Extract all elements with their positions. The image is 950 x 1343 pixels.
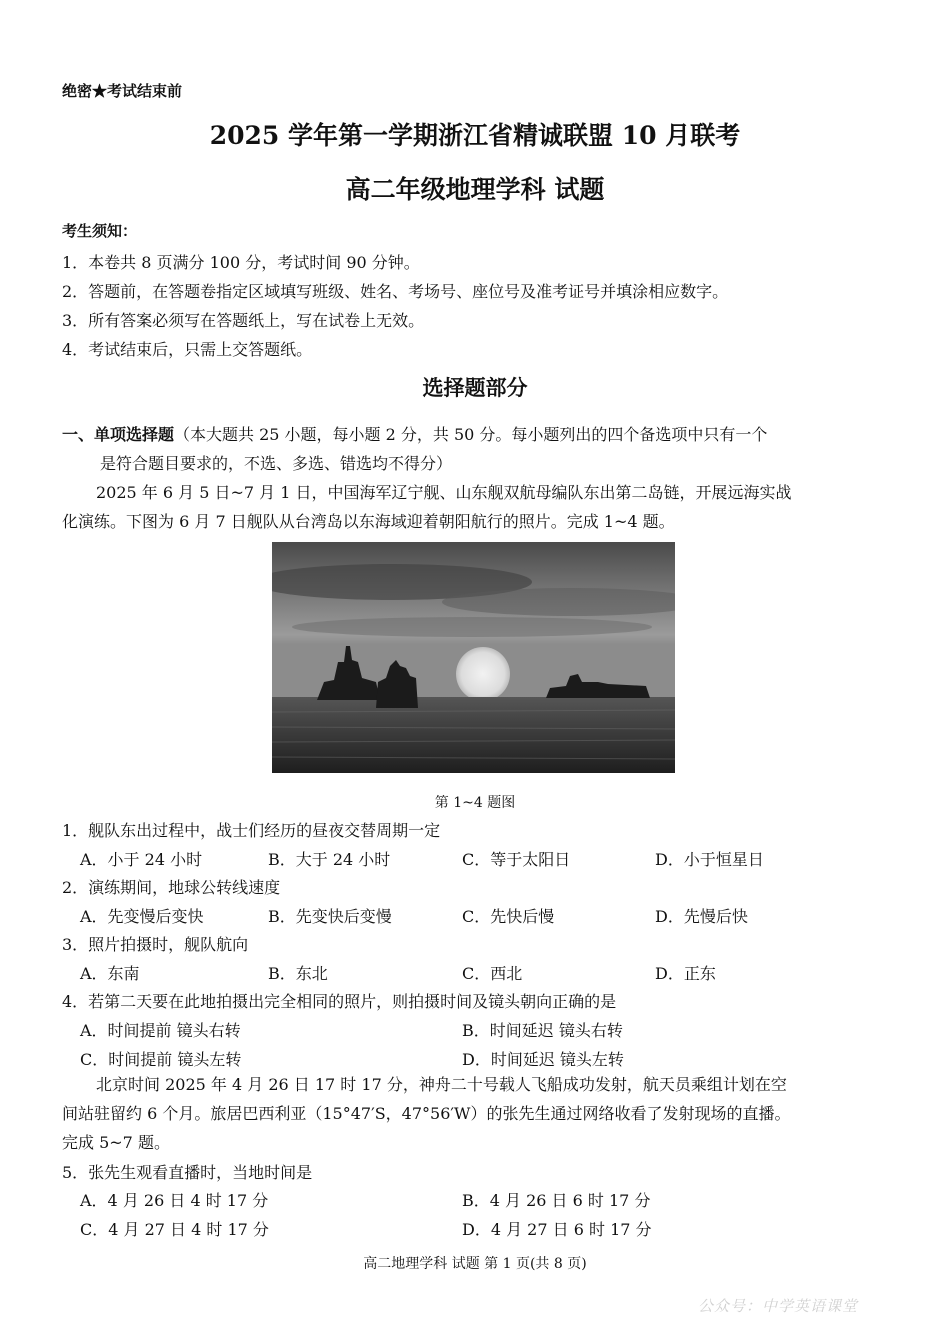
option-c: C．时间提前 镜头左转 <box>80 1050 242 1069</box>
question-stem: 4．若第二天要在此地拍摄出完全相同的照片，则拍摄时间及镜头朝向正确的是 <box>62 992 617 1011</box>
option-b: B．东北 <box>268 964 328 983</box>
option-d: D．4 月 27 日 6 时 17 分 <box>462 1220 652 1239</box>
exam-title: 2025 学年第一学期浙江省精诚联盟 10 月联考 <box>209 121 741 150</box>
option-d: D．小于恒星日 <box>655 850 764 869</box>
option-c: C．等于太阳日 <box>462 850 571 869</box>
section-title: 选择题部分 <box>422 375 528 400</box>
option-b: B．时间延迟 镜头右转 <box>462 1021 623 1040</box>
material1-text: 化演练。下图为 6 月 7 日舰队从台湾岛以东海域迎着朝阳航行的照片。完成 1~4 题。 <box>62 512 675 531</box>
part1-desc: （本大题共 25 小题，每小题 2 分，共 50 分。每小题列出的四个备选项中只有一个 <box>174 425 768 444</box>
part1-label: 一、单项选择题 <box>62 425 175 444</box>
notice-item: 2．答题前，在答题卷指定区域填写班级、姓名、考场号、座位号及准考证号并填涂相应数字。 <box>62 282 729 301</box>
option-b: B．先变快后变慢 <box>268 907 392 926</box>
warships-sunrise-photo <box>272 542 675 773</box>
question-stem: 5．张先生观看直播时，当地时间是 <box>62 1163 313 1182</box>
page-footer: 高二地理学科 试题 第 1 页(共 8 页) <box>363 1256 587 1272</box>
option-b: B．4 月 26 日 6 时 17 分 <box>462 1191 651 1210</box>
question-stem: 1．舰队东出过程中，战士们经历的昼夜交替周期一定 <box>62 821 441 840</box>
option-d: D．正东 <box>655 964 716 983</box>
notice-item: 3．所有答案必须写在答题纸上，写在试卷上无效。 <box>62 311 425 330</box>
notice-item: 1．本卷共 8 页满分 100 分，考试时间 90 分钟。 <box>62 253 420 272</box>
watermark: 公众号：中学英语课堂 <box>698 1297 859 1315</box>
secret-mark: 绝密★考试结束前 <box>62 82 183 100</box>
option-a: A．时间提前 镜头右转 <box>80 1021 241 1040</box>
part1-header <box>62 420 767 449</box>
option-a: A．先变慢后变快 <box>80 907 204 926</box>
figure-caption: 第 1~4 题图 <box>434 795 516 811</box>
notice-item: 4．考试结束后，只需上交答题纸。 <box>62 340 313 359</box>
option-a: A．小于 24 小时 <box>80 850 203 869</box>
option-d: D．先慢后快 <box>655 907 748 926</box>
question-stem: 2．演练期间，地球公转线速度 <box>62 878 281 897</box>
option-c: C．4 月 27 日 4 时 17 分 <box>80 1220 269 1239</box>
material2-text: 北京时间 2025 年 4 月 26 日 17 时 17 分，神舟二十号载人飞船成功发射，航天员乘组计划在空 <box>96 1075 787 1094</box>
material2-text: 完成 5~7 题。 <box>62 1133 170 1152</box>
option-d: D．时间延迟 镜头左转 <box>462 1050 624 1069</box>
option-a: A．4 月 26 日 4 时 17 分 <box>80 1191 269 1210</box>
material2-text: 间站驻留约 6 个月。旅居巴西利亚（15°47′S，47°56′W）的张先生通过网络收看了发射现场的直播。 <box>62 1104 791 1123</box>
option-c: C．先快后慢 <box>462 907 555 926</box>
part1-desc-cont: 是符合题目要求的，不选、多选、错选均不得分） <box>100 454 453 473</box>
material1-text: 2025 年 6 月 5 日~7 月 1 日，中国海军辽宁舰、山东舰双航母编队东出第二岛链，开展远海实战 <box>96 483 792 502</box>
question-stem: 3．照片拍摄时，舰队航向 <box>62 935 249 954</box>
option-a: A．东南 <box>80 964 140 983</box>
option-c: C．西北 <box>462 964 523 983</box>
exam-subtitle: 高二年级地理学科 试题 <box>345 175 605 204</box>
notice-heading: 考生须知： <box>62 222 138 240</box>
option-b: B．大于 24 小时 <box>268 850 391 869</box>
